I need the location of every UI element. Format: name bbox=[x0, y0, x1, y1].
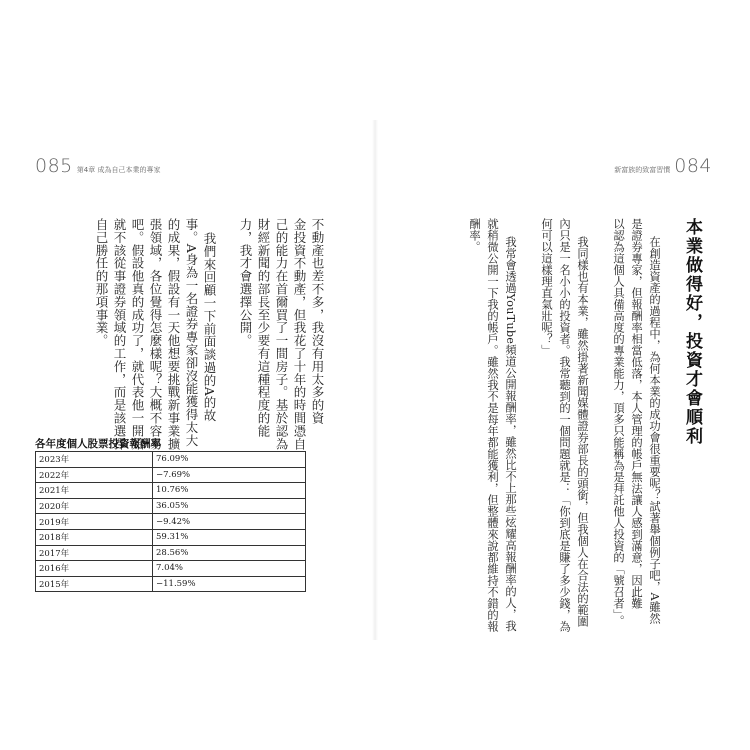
left-col-5: 力，我才會選擇公開。 bbox=[238, 218, 253, 347]
returns-table bbox=[35, 451, 306, 592]
left-col-11: 吧。假設他真的成功了，就代表他一開始 bbox=[130, 218, 145, 451]
right-col-7: 何可以這樣理直氣壯呢？」 bbox=[540, 218, 553, 356]
right-col-11: 酬率。 bbox=[468, 218, 481, 253]
year-cell: 2023年 bbox=[36, 452, 153, 468]
rate-cell: −7.69% bbox=[153, 467, 306, 483]
right-col-9: 我常會透過YouTube頻道公開報酬率，雖然比不上那些炫耀高報酬率的人，我 bbox=[504, 236, 517, 632]
right-col-2: 是證券專家，但報酬率相當低落，本人管理的帳戶無法讓人感到滿意，因此難 bbox=[630, 218, 643, 609]
rate-cell: 36.05% bbox=[153, 498, 306, 514]
left-col-10: 張領域，各位覺得怎麼樣呢？大概不容易 bbox=[148, 218, 163, 451]
rate-cell: −11.59% bbox=[153, 576, 306, 592]
year-cell: 2018年 bbox=[36, 529, 153, 545]
left-chapter-title: 第4章 成為自己本業的專家 bbox=[76, 166, 161, 174]
year-cell: 2015年 bbox=[36, 576, 153, 592]
section-title: 本業做得好，投資才會順利 bbox=[682, 218, 702, 446]
left-col-8: 事。A身為一名證券專家卻沒能獲得太大 bbox=[184, 218, 199, 447]
right-chapter-title: 新富族的致富習慣 bbox=[614, 166, 671, 174]
table-row bbox=[36, 452, 306, 468]
year-cell: 2016年 bbox=[36, 561, 153, 577]
table-row bbox=[36, 561, 306, 577]
right-page-number: 084 bbox=[674, 155, 712, 177]
left-col-13: 自己勝任的那項事業。 bbox=[94, 218, 109, 347]
left-col-3: 己的能力在首爾買了一間房子。基於認為 bbox=[274, 218, 289, 451]
table-row bbox=[36, 498, 306, 514]
left-col-2: 金投資不動產，但我花了十年的時間憑自 bbox=[292, 218, 307, 451]
rate-cell: 7.04% bbox=[153, 561, 306, 577]
right-col-3: 以認為這個人具備高度的專業能力，頂多只能稱為是拜託他人投資的「號召者」。 bbox=[612, 218, 625, 627]
right-col-5: 我同樣也有本業，雖然掛著新聞媒體證券部長的頭銜，但我個人在合法的範圍 bbox=[576, 236, 589, 627]
left-col-7: 我們來回顧一下前面談過的A的故 bbox=[202, 232, 217, 423]
left-col-12: 就不該從事證券領域的工作，而是該選擇 bbox=[112, 218, 127, 451]
rate-cell: 10.76% bbox=[153, 483, 306, 499]
right-col-6: 內只是一名小小的投資者。我常聽到的一個問題就是：「你到底是賺了多少錢，為 bbox=[558, 218, 571, 632]
year-cell: 2019年 bbox=[36, 514, 153, 530]
year-cell: 2022年 bbox=[36, 467, 153, 483]
page-gutter bbox=[372, 120, 378, 640]
left-col-1: 不動產也差不多，我沒有用太多的資 bbox=[310, 218, 325, 425]
year-cell: 2021年 bbox=[36, 483, 153, 499]
rate-cell: 59.31% bbox=[153, 529, 306, 545]
rate-cell: 28.56% bbox=[153, 545, 306, 561]
table-row bbox=[36, 514, 306, 530]
left-running-header bbox=[35, 155, 164, 177]
right-running-header bbox=[610, 155, 712, 177]
year-cell: 2020年 bbox=[36, 498, 153, 514]
right-col-10: 就稍微公開一下我的帳戶。雖然我不是每年都能獲利，但整體來說都維持不錯的報 bbox=[486, 218, 499, 632]
left-col-9: 的成果，假設有一天他想要挑戰新事業擴 bbox=[166, 218, 181, 451]
table-title: 各年度個人股票投資報酬率 bbox=[35, 438, 161, 450]
left-page-number: 085 bbox=[35, 155, 73, 177]
table-row bbox=[36, 529, 306, 545]
table-row bbox=[36, 467, 306, 483]
rate-cell: −9.42% bbox=[153, 514, 306, 530]
table-row bbox=[36, 545, 306, 561]
table-row bbox=[36, 483, 306, 499]
year-cell: 2017年 bbox=[36, 545, 153, 561]
rate-cell: 76.09% bbox=[153, 452, 306, 468]
left-col-4: 財經新聞的部長至少要有這種程度的能 bbox=[256, 218, 271, 438]
table-row bbox=[36, 576, 306, 592]
right-col-1: 在創造資產的過程中，為何本業的成功會很重要呢？試著舉個例子吧，A雖然 bbox=[648, 236, 661, 624]
